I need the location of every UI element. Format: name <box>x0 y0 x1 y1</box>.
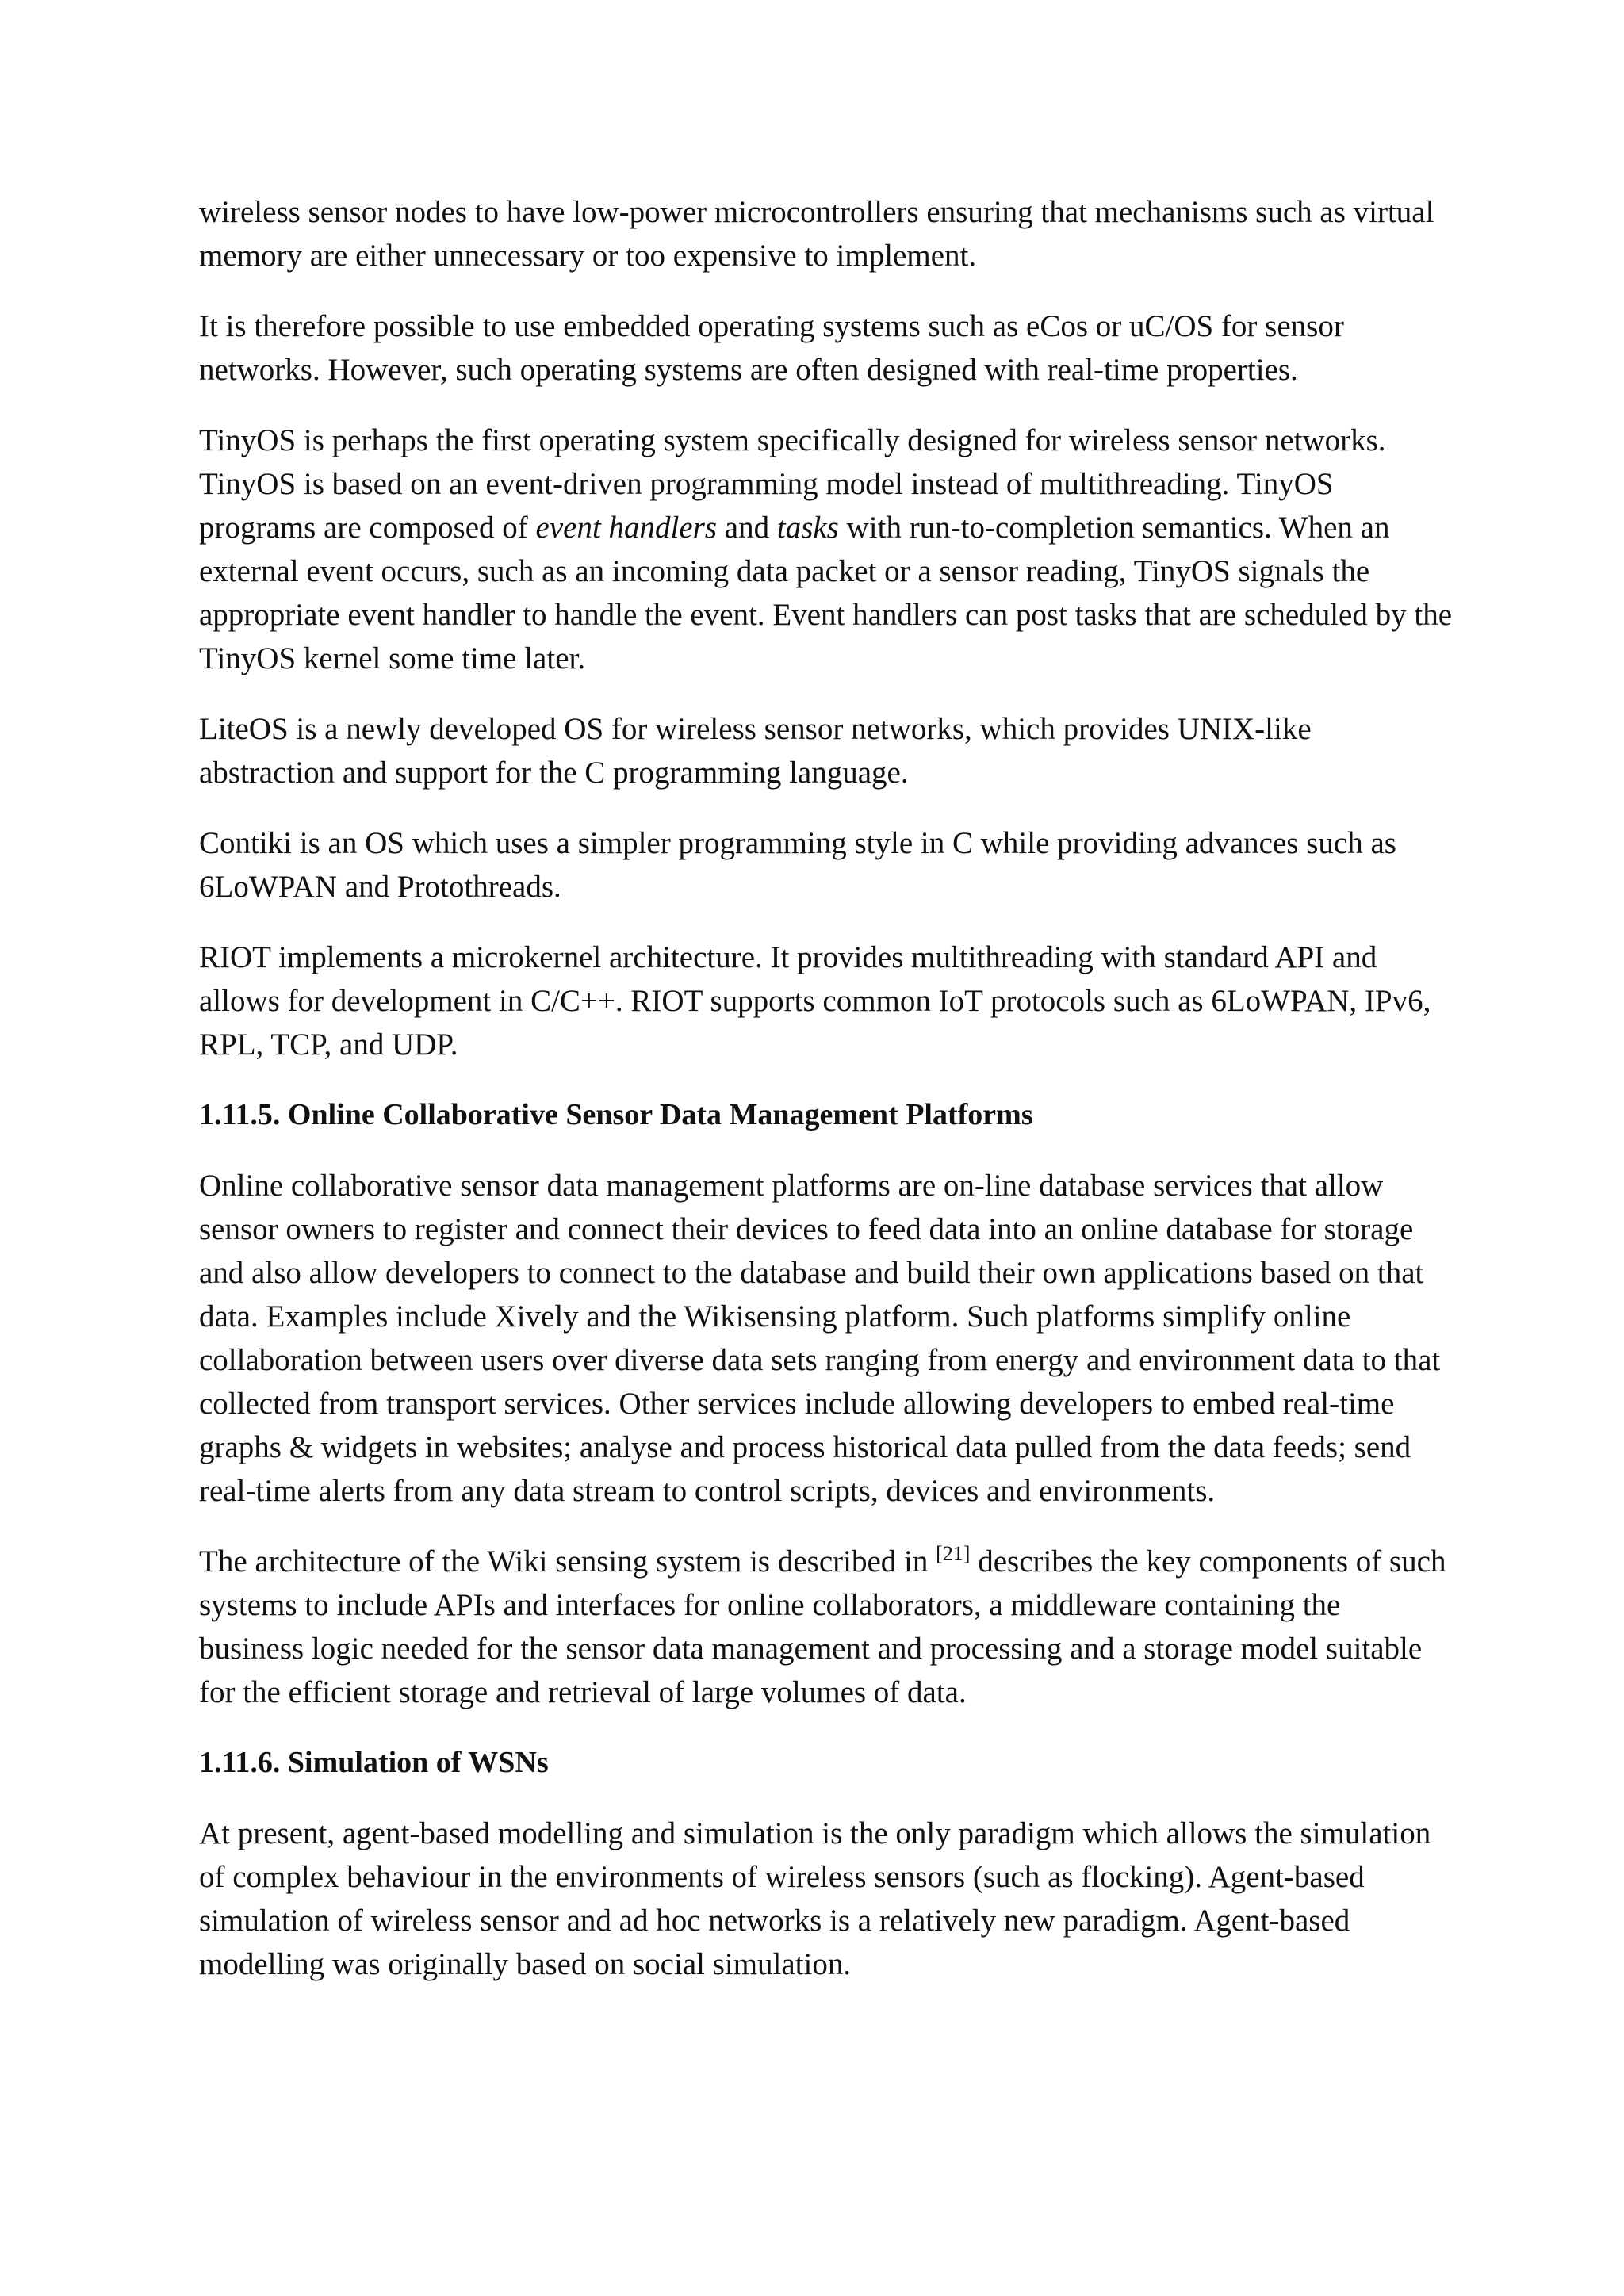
paragraph-collaborative-platforms: Online collaborative sensor data management platforms are on-line database services that allow sensor owners to register and connect their devices to feed data into an online database for storage and also allow developers to connect to the database and build their own applications based on that data. Examples include Xively and the Wikisensing platform. Such platforms simplify online collaboration between users over diverse data sets ranging from energy and environment data to that collected from transport services. Other services include allowing developers to embed real-time graphs & widgets in websites; analyse and process historical data pulled from the data feeds; send real-time alerts from any data stream to control scripts, devices and environments. <box>199 1169 1441 1508</box>
section-heading-simulation: 1.11.6. Simulation of WSNs <box>199 1746 549 1779</box>
architecture-text-end: describes the key components of such systems to include APIs and interfaces for online collaborators, a middleware containing the business logic needed for the sensor data management and processing and a storage model suitable for the efficient storage and retrieval of large volumes of data. <box>199 1544 1446 1709</box>
document-page <box>199 190 1452 2013</box>
paragraph-agent-based-simulation: At present, agent-based modelling and simulation is the only paradigm which allows the simulation of complex behaviour in the environments of wireless sensors (such as flocking). Agent-based simulation of wireless sensor and ad hoc networks is a relatively new paradigm. Agent-based modelling was originally based on social simulation. <box>199 1816 1431 1981</box>
paragraph-wiki-sensing-architecture <box>199 1540 1452 1714</box>
section-heading-data-platforms: 1.11.5. Online Collaborative Sensor Data Management Platforms <box>199 1098 1033 1131</box>
tinyos-text-end: with run-to-completion semantics. When an external event occurs, such as an incoming data packet or a sensor reading, TinyOS signals the appropriate event handler to handle the event. Event handlers can post tasks that are scheduled by the TinyOS kernel some time later. <box>199 511 1453 675</box>
paragraph-low-power-microcontrollers: wireless sensor nodes to have low-power microcontrollers ensuring that mechanisms such as virtual memory are either unnecessary or too expensive to implement. <box>199 195 1434 273</box>
paragraph-contiki: Contiki is an OS which uses a simpler programming style in C while providing advances such as 6LoWPAN and Protothreads. <box>199 826 1396 904</box>
emphasis-event-handlers: event handlers <box>535 511 718 545</box>
emphasis-tasks: tasks <box>776 511 839 545</box>
tinyos-text-and: and <box>717 511 777 545</box>
citation-reference: [21] <box>936 1542 971 1565</box>
paragraph-riot: RIOT implements a microkernel architecture. It provides multithreading with standard API and allows for development in C/C++. RIOT supports common IoT protocols such as 6LoWPAN, IPv6, RPL, TCP, and UDP. <box>199 940 1431 1062</box>
paragraph-tinyos <box>199 419 1452 680</box>
paragraph-embedded-os: It is therefore possible to use embedded operating systems such as eCos or uC/OS for sensor networks. However, such operating systems are often designed with real-time properties. <box>199 309 1344 387</box>
tinyos-text-start: TinyOS is perhaps the first operating system specifically designed for wireless sensor networks. TinyOS is based on an event-driven programming model instead of multithreading. TinyOS programs are composed of <box>199 423 1386 545</box>
paragraph-liteos: LiteOS is a newly developed OS for wireless sensor networks, which provides UNIX-like abstraction and support for the C programming language. <box>199 712 1312 790</box>
architecture-text-start: The architecture of the Wiki sensing system is described in <box>199 1544 936 1578</box>
